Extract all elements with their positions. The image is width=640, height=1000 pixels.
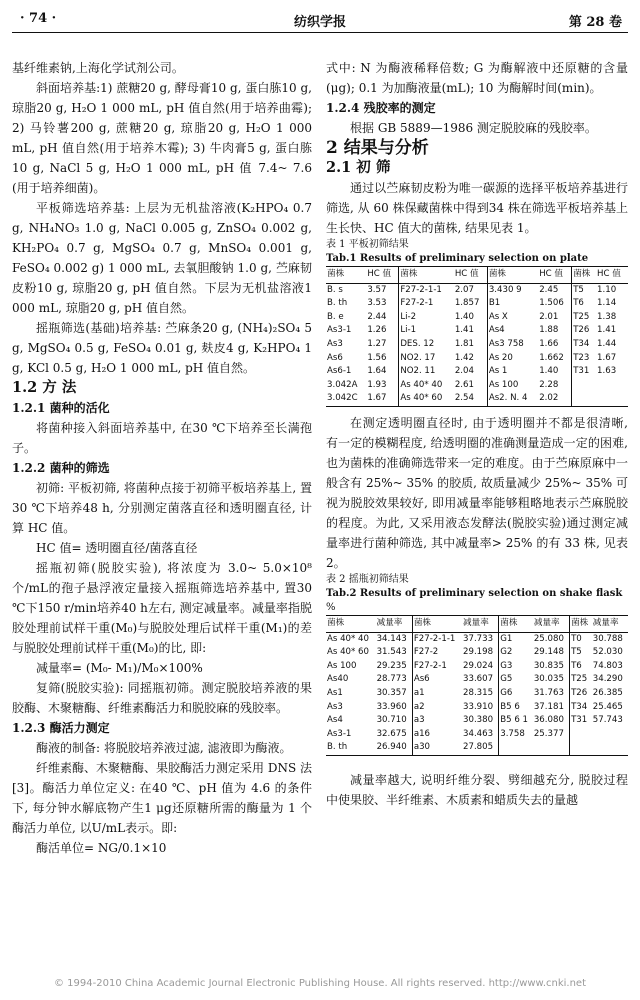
- table-cell: 1.64: [367, 366, 387, 377]
- table-header-cell: HC 值: [596, 267, 628, 284]
- table-cell: 25.080: [533, 633, 564, 644]
- table-cell: B. th: [327, 298, 348, 309]
- table-cell: 31.763: [533, 687, 564, 698]
- table-cell: 30.710: [376, 715, 407, 726]
- table-cell: 30.380: [463, 715, 494, 726]
- table-cell: As1: [327, 687, 343, 698]
- table-cell: As 1: [487, 365, 538, 379]
- table-header-cell: 菌株: [570, 615, 592, 632]
- paragraph: 将菌种接入斜面培养基中, 在30 ℃下培养至长满孢子。: [12, 421, 312, 455]
- paragraph: 减量率越大, 说明纤维分裂、劈细越充分, 脱胶过程中使果胶、半纤维素、木质素和蜡质失去的量越: [326, 772, 628, 807]
- paragraph: 摇瓶筛选(基础)培养基: 苎麻条20 g, (NH₄)₂SO₄ 5 g, MgSO₄ 0.5 g, FeSO₄ 0.01 g, 麸皮4 g, K₂HPO₄ 1 g, KCl 0.5 g, H₂O 1 000 mL, pH 值自然。: [12, 321, 312, 375]
- table-cell: B. th: [326, 741, 376, 755]
- formula: HC 值= 透明圈直径/菌落直径: [36, 541, 198, 555]
- table-header-cell: 菌株: [412, 615, 462, 632]
- section-heading: 1.2 方 法: [12, 379, 77, 396]
- table-cell: B5 6 1: [499, 714, 533, 728]
- table-cell: 1.42: [454, 352, 474, 363]
- table-row: [326, 365, 628, 379]
- journal-title: 纺织学报: [293, 15, 346, 30]
- table-cell: 2.04: [454, 366, 474, 377]
- table-cell: 29.024: [463, 660, 494, 671]
- table-cell: 26.385: [592, 687, 623, 698]
- paragraph: 酶液的制备: 将脱胶培养液过滤, 滤液即为酶液。: [36, 741, 292, 755]
- table-cell: [570, 741, 592, 755]
- table-cell: 3.57: [367, 284, 387, 295]
- table-cell: 1.44: [597, 338, 617, 349]
- table-cell: 52.030: [592, 647, 623, 658]
- table-cell: 27.805: [462, 741, 499, 755]
- paragraph: 复筛(脱胶实验): 同摇瓶初筛。测定脱胶培养液的果胶酶、木聚糖酶、纤维素酶活力和脱胶麻的残胶率。: [12, 681, 312, 715]
- table-cell: a3: [412, 714, 462, 728]
- table-cell: 2.01: [539, 311, 559, 322]
- table-cell: As3-1: [327, 325, 352, 336]
- table-cell: 30.835: [533, 660, 564, 671]
- table-cell: 34.463: [463, 728, 494, 739]
- table-cell: a1: [412, 687, 462, 701]
- table-cell: NO2. 11: [399, 365, 454, 379]
- table-cell: 1.40: [454, 311, 474, 322]
- table-cell: 29.198: [463, 647, 494, 658]
- table-header-cell: HC 值: [366, 267, 399, 284]
- table-row: [326, 297, 628, 311]
- table-cell: As 100: [487, 379, 538, 393]
- table-cell: [596, 379, 628, 393]
- table-header-cell: HC 值: [538, 267, 572, 284]
- table-row: [326, 714, 628, 728]
- table-header-cell: 菌株: [487, 267, 538, 284]
- table-cell: [572, 379, 596, 393]
- table-cell: 29.235: [376, 660, 407, 671]
- table-cell: F27-2: [412, 646, 462, 660]
- section-heading: 2.1 初 筛: [326, 159, 391, 176]
- table-cell: 2.61: [454, 379, 474, 390]
- table-cell: 3.53: [367, 298, 387, 309]
- table-cell: T6: [572, 297, 596, 311]
- table-cell: As6: [412, 673, 462, 687]
- table-cell: T25: [570, 673, 592, 687]
- table-cell: F27-2-1-1: [399, 283, 454, 297]
- table-cell: F27-2-1-1: [412, 632, 462, 646]
- formula: 减量率= (M₀- M₁)/M₀×100%: [36, 661, 203, 675]
- table-caption-en: Tab.1 Results of preliminary selection on plate: [326, 253, 589, 264]
- table-cell: 3.758: [499, 728, 533, 742]
- table-cell: 30.035: [533, 674, 564, 685]
- table-cell: As 100: [327, 660, 357, 671]
- table-cell: T34: [570, 701, 592, 715]
- paragraph: 斜面培养基:1) 蔗糖20 g, 酵母膏10 g, 蛋白胨10 g, 琼脂20 g, H₂O 1 000 mL, pH 值自然(用于培养曲霉); 2) 马铃薯200 g, 蔗糖20 g, 琼脂20 g, H₂O 1 000 mL, pH 值自然(用于培养木霉); 3) 牛肉膏5 g, 蛋白胨10 g, NaCl 5 g, H₂O 1 000 mL, pH 值 7.4~ 7.6 (用于培养细菌)。: [12, 81, 312, 195]
- table-cell: 1.506: [539, 298, 564, 309]
- table-row: [326, 324, 628, 338]
- paragraph: 平板筛选培养基: 上层为无机盐溶液(K₂HPO₄ 0.7 g, NH₄NO₃ 1.0 g, NaCl 0.005 g, ZnSO₄ 0.002 g, KH₂PO₄ 0.7 g, MgSO₄ 0.7 g, MnSO₄ 0.001 g, FeSO₄ 0.002 g) 1 000 mL, 去氧胆酸钠 1.0 g, 苎麻韧皮粉10 g, 琼脂20 g, pH 值自然。下层为无机盐溶液1 000 mL, 琼脂20 g, pH 值自然。: [12, 201, 312, 315]
- table-header-cell: HC 值: [454, 267, 488, 284]
- table-cell: 36.080: [533, 715, 564, 726]
- table-cell: 1.56: [367, 352, 387, 363]
- subsection-heading: 1.2.4 残胶率的测定: [326, 101, 436, 115]
- table-row: [326, 687, 628, 701]
- table-row: [326, 311, 628, 325]
- paragraph: 式中: N 为酶液稀释倍数; G 为酶解液中还原糖的含量(μg); 0.1 为加酶液量(mL); 10 为酶解时间(min)。: [326, 61, 628, 95]
- table-cell: T5: [572, 283, 596, 297]
- table-cell: 37.181: [533, 701, 564, 712]
- table-cell: As X: [487, 311, 538, 325]
- table-cell: B. e: [327, 311, 344, 322]
- table-cell: T23: [572, 352, 596, 366]
- table-cell: 32.675: [376, 728, 407, 739]
- table-1: [326, 266, 628, 407]
- subsection-heading: 1.2.2 菌种的筛选: [12, 461, 110, 475]
- table-cell: 26.940: [376, 741, 413, 755]
- right-column: [326, 58, 628, 810]
- table-row: [326, 632, 628, 646]
- page-number: · 74 ·: [20, 11, 57, 26]
- table-row: [326, 646, 628, 660]
- table-cell: 1.88: [539, 325, 559, 336]
- table-2: [326, 615, 628, 756]
- table-cell: G5: [499, 673, 533, 687]
- table-header-cell: 菌株: [399, 267, 454, 284]
- paragraph: 摇瓶初筛(脱胶实验), 将浓度为 3.0~ 5.0×10⁸ 个/mL的孢子悬浮液定量接入摇瓶筛选培养基中, 置30 ℃下150 r/min培养40 h左右, 测定减量率。减量率指脱胶处理前试样干重(M₀)与脱胶处理后试样干重(M₁)的差与脱胶处理前试样干重(M₀)的比, 即:: [12, 561, 312, 655]
- table-cell: 30.788: [592, 633, 623, 644]
- subsection-heading: 1.2.1 菌种的活化: [12, 401, 110, 415]
- table-unit: %: [326, 601, 336, 613]
- table-cell: 1.40: [539, 366, 559, 377]
- table-cell: a2: [412, 701, 462, 715]
- table-cell: 57.743: [592, 715, 623, 726]
- table-cell: B1: [487, 297, 538, 311]
- copyright-footer: © 1994-2010 China Academic Journal Electronic Publishing House. All rights reserved. http://www.cnki.net: [54, 978, 586, 989]
- table-cell: 3.042C: [326, 392, 366, 406]
- table-cell: As 20: [487, 352, 538, 366]
- table-cell: T26: [570, 687, 592, 701]
- table-cell: 1.63: [597, 366, 617, 377]
- table-cell: 1.14: [597, 298, 617, 309]
- table-cell: 1.67: [597, 352, 617, 363]
- table-cell: 1.38: [597, 311, 617, 322]
- section-heading: 2 结果与分析: [326, 138, 429, 158]
- table-row: [326, 673, 628, 687]
- paragraph: 根据 GB 5889—1986 测定脱胶麻的残胶率。: [350, 121, 597, 135]
- table-cell: G1: [499, 632, 533, 646]
- table-cell: 30.357: [376, 687, 407, 698]
- table-cell: 2.02: [538, 392, 572, 406]
- table-cell: As6: [327, 352, 343, 363]
- table-cell: 2.45: [539, 284, 559, 295]
- table-cell: 1.93: [367, 379, 387, 390]
- table-cell: 34.143: [376, 633, 407, 644]
- table-cell: 1.41: [597, 325, 617, 336]
- paragraph: 纤维素酶、木聚糖酶、果胶酶活力测定采用 DNS 法[3]。酶活力单位定义: 在40 ℃、pH 值为 4.6 的条件下, 每分钟水解底物产生1 μg还原糖所需的酶量为 1 个酶活力单位, 以U/mL表示。即:: [12, 761, 312, 835]
- table-cell: As 40* 40: [327, 633, 369, 644]
- table-cell: As4: [327, 715, 343, 726]
- table-cell: T34: [572, 338, 596, 352]
- table-row: [326, 728, 628, 742]
- table-cell: T6: [570, 660, 592, 674]
- subsection-heading: 1.2.3 酶活力测定: [12, 721, 110, 735]
- table-cell: 1.857: [454, 298, 480, 309]
- table-cell: As40: [327, 674, 349, 685]
- table-cell: 33.910: [463, 701, 494, 712]
- table-cell: [570, 728, 592, 742]
- table-cell: T31: [572, 365, 596, 379]
- table-cell: 1.41: [454, 325, 474, 336]
- table-cell: a30: [412, 741, 462, 755]
- table-header-cell: 菌株: [326, 267, 366, 284]
- table-cell: 1.26: [367, 325, 387, 336]
- table-cell: [596, 392, 628, 406]
- table-cell: B. s: [327, 284, 343, 295]
- table-cell: DES. 12: [399, 338, 454, 352]
- table-cell: [499, 741, 533, 755]
- table-row: [326, 741, 628, 755]
- table-cell: 25.377: [533, 728, 564, 739]
- table-header-cell: 减量率: [376, 615, 413, 632]
- table-cell: 28.773: [376, 674, 407, 685]
- table-header-cell: 减量率: [592, 615, 628, 632]
- table-cell: As3 758: [487, 338, 538, 352]
- table-cell: 1.662: [539, 352, 564, 363]
- table-cell: 2.54: [454, 392, 488, 406]
- left-column: [12, 58, 312, 858]
- table-row: [326, 283, 628, 297]
- table-row: [326, 338, 628, 352]
- paragraph: 在测定透明圈直径时, 由于透明圈并不都是很清晰, 有一定的模糊程度, 给透明圈的准确测量造成一定的困难, 也为菌株的准确筛选带来一定的难度。由于苎麻原麻中一般含有 25%~ 35% 的胶质, 故质量减少 25%~ 35% 可视为脱胶效果较好, 即用减量率能够粗略地表示苎麻脱胶的程度。为此, 又采用液态发酵法(脱胶实验)通过测定减量率进行菌种筛选, 其中减量率> 25% 的有 33 株, 见表 2。: [326, 415, 628, 570]
- table-cell: 1.10: [597, 284, 617, 295]
- table-cell: NO2. 17: [399, 352, 454, 366]
- table-caption-cn: 表 2 摇瓶初筛结果: [326, 573, 409, 585]
- table-cell: 3.430 9: [487, 283, 538, 297]
- table-cell: 33.607: [463, 674, 494, 685]
- table-row: [326, 701, 628, 715]
- table-cell: T31: [570, 714, 592, 728]
- table-cell: B5 6: [499, 701, 533, 715]
- table-cell: [592, 728, 628, 742]
- table-cell: 25.465: [592, 701, 623, 712]
- table-cell: G3: [499, 660, 533, 674]
- table-cell: 29.148: [533, 647, 564, 658]
- table-header-cell: 菌株: [326, 615, 376, 632]
- table-cell: 1.66: [539, 338, 559, 349]
- table-cell: 2.44: [367, 311, 387, 322]
- table-cell: As4: [487, 324, 538, 338]
- table-cell: As3: [327, 338, 343, 349]
- table-cell: 2.28: [539, 379, 559, 390]
- table-caption-en: Tab.2 Results of preliminary selection on shake flask: [326, 587, 623, 599]
- table-cell: 28.315: [463, 687, 494, 698]
- table-cell: [592, 741, 628, 755]
- table-header-cell: 减量率: [533, 615, 570, 632]
- table-row: [326, 352, 628, 366]
- formula: 酶活单位= NG/0.1×10: [36, 841, 167, 855]
- table-cell: 31.543: [376, 647, 407, 658]
- table-cell: As 40* 60: [399, 392, 454, 406]
- table-cell: As 40* 60: [327, 647, 369, 658]
- table-cell: 3.042A: [327, 379, 358, 390]
- table-cell: As 40* 40: [399, 379, 454, 393]
- table-cell: F27-2-1: [412, 660, 462, 674]
- volume-label: 第 28 卷: [568, 15, 622, 30]
- table-cell: Li-1: [399, 324, 454, 338]
- table-cell: As3: [327, 701, 343, 712]
- table-cell: 74.803: [592, 660, 623, 671]
- table-row: [326, 392, 628, 406]
- table-header-cell: 减量率: [462, 615, 499, 632]
- table-cell: T25: [572, 311, 596, 325]
- table-row: [326, 660, 628, 674]
- table-cell: 2.07: [454, 284, 474, 295]
- table-cell: 34.290: [592, 674, 623, 685]
- table-cell: 1.81: [454, 338, 474, 349]
- page-header: [12, 6, 628, 33]
- table-cell: G6: [499, 687, 533, 701]
- paragraph: 基纤维素钠,上海化学试剂公司。: [12, 61, 184, 75]
- table-cell: a16: [412, 728, 462, 742]
- table-cell: 33.960: [376, 701, 407, 712]
- table-header-cell: 菌株: [572, 267, 596, 284]
- table-cell: 37.733: [463, 633, 494, 644]
- table-cell: As6-1: [327, 366, 352, 377]
- table-cell: T5: [570, 646, 592, 660]
- table-caption-cn: 表 1 平板初筛结果: [326, 239, 409, 250]
- paragraph: 初筛: 平板初筛, 将菌种点接于初筛平板培养基上, 置30 ℃下培养48 h, 分别测定菌落直径和透明圈直径, 计算 HC 值。: [12, 481, 312, 535]
- table-cell: [572, 392, 596, 406]
- table-cell: 1.27: [367, 338, 387, 349]
- table-row: [326, 379, 628, 393]
- table-header-cell: 菌株: [499, 615, 533, 632]
- table-cell: 1.67: [366, 392, 399, 406]
- table-cell: As3-1: [327, 728, 352, 739]
- table-cell: F27-2-1: [399, 297, 454, 311]
- table-cell: G2: [499, 646, 533, 660]
- table-cell: [533, 741, 570, 755]
- paragraph: 通过以苎麻韧皮粉为唯一碳源的选择平板培养基进行筛选, 从 60 株保藏菌株中得到34 株在筛选平板培养基上生长快、HC 值大的菌株, 结果见表 1。: [326, 181, 628, 235]
- table-cell: T26: [572, 324, 596, 338]
- table-cell: As2. N. 4: [487, 392, 538, 406]
- table-cell: Li-2: [399, 311, 454, 325]
- table-cell: T0: [570, 632, 592, 646]
